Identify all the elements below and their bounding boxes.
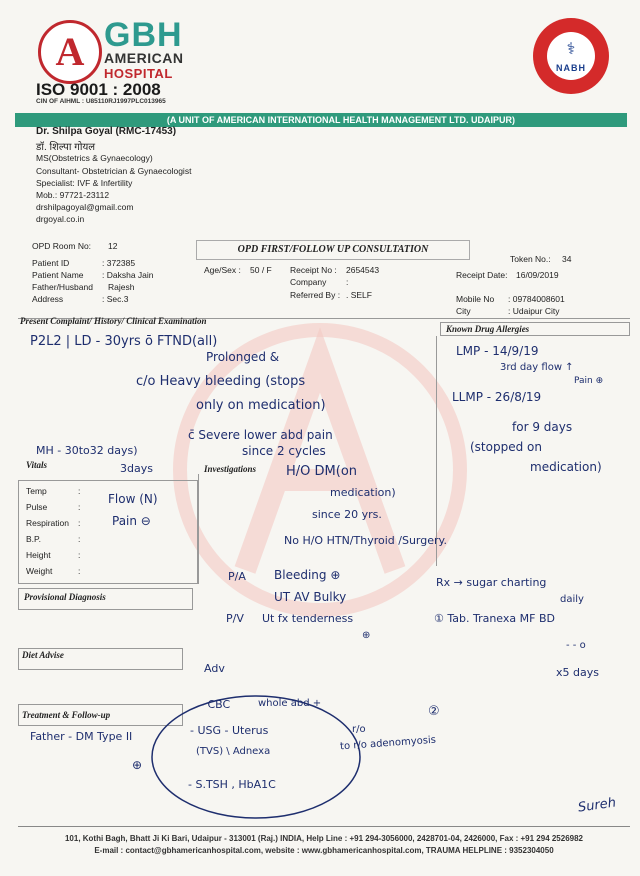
hw-obstetric-history: P2L2 | LD - 30yrs ō FTND(all): [30, 334, 218, 349]
allergies-divider: [436, 336, 437, 566]
hw-dose: - - o: [566, 640, 586, 651]
city-label: City: [456, 306, 471, 316]
allergies-title: Known Drug Allergies: [446, 324, 530, 334]
hw-lmp: LMP - 14/9/19: [456, 344, 539, 358]
patient-id-value: : 372385: [102, 258, 136, 268]
treatment-title: Treatment & Follow-up: [22, 710, 111, 720]
doctor-website: drgoyal.co.in: [36, 214, 85, 224]
city-value: : Udaipur City: [508, 306, 560, 316]
hw-complaint-3: c̄ Severe lower abd pain: [188, 428, 333, 442]
footer-address: 101, Kothi Bagh, Bhatt Ji Ki Bari, Udaipur - 313001 (Raj.) INDIA, Help Line : +91 294-3056000, 2428701-04, 2426000, Fax : +91 294 2526982: [64, 834, 584, 843]
provisional-title: Provisional Diagnosis: [24, 592, 106, 602]
hw-tvs: (TVS) \ Adnexa: [196, 746, 271, 757]
hw-no-history: No H/O HTN/Thyroid /Surgery.: [284, 534, 447, 547]
hw-lmp-flow: 3rd day flow ↑: [500, 362, 574, 373]
caduceus-icon: ⚕: [566, 41, 576, 58]
hw-lmp-pain: Pain ⊕: [574, 376, 604, 386]
hw-prolonged: Prolonged &: [206, 350, 280, 364]
vital-respiration: Respiration: [26, 518, 69, 528]
patient-name-value: : Daksha Jain: [102, 270, 154, 280]
hw-whole-abd: whole abd +: [258, 698, 322, 709]
hw-circled-plus: ⊕: [132, 758, 143, 772]
diet-title: Diet Advise: [22, 650, 64, 660]
referred-value: . SELF: [346, 290, 372, 300]
doctor-degree: MS(Obstetrics & Gynaecology): [36, 153, 153, 163]
hw-tenderness: Ut fx tenderness: [262, 612, 354, 625]
hw-bleeding: Bleeding ⊕: [274, 568, 341, 582]
form-title: OPD FIRST/FOLLOW UP CONSULTATION: [196, 240, 470, 260]
hw-signature: Sureh: [577, 795, 617, 816]
hw-father-dm: Father - DM Type II: [30, 730, 133, 743]
hw-five-days: x5 days: [556, 666, 599, 679]
brand-hospital: HOSPITAL: [104, 66, 173, 81]
doctor-name-hindi: डॉ. शिल्पा गोयल: [36, 142, 96, 153]
investigation-circle: [148, 692, 364, 822]
hw-usg: - USG - Uterus: [190, 724, 269, 737]
hw-since: since 20 yrs.: [312, 508, 382, 521]
hw-llmp: LLMP - 26/8/19: [452, 390, 542, 404]
investigations-divider: [198, 474, 199, 584]
vital-weight: Weight: [26, 566, 53, 576]
hw-adv: Adv: [204, 662, 225, 675]
hw-circled-two: ②: [428, 704, 440, 719]
mobile-label: Mobile No: [456, 294, 495, 304]
hw-dm-medication: medication): [330, 486, 396, 499]
receipt-value: 2654543: [346, 265, 380, 275]
vital-height: Height: [26, 550, 51, 560]
opd-room-value: 12: [108, 241, 118, 251]
hw-ut-bulky: UT AV Bulky: [274, 590, 347, 604]
company-label: Company: [290, 277, 327, 287]
hw-tenderness-plus: ⊕: [362, 630, 371, 641]
hw-menstrual-history: MH - 30to32 days): [36, 444, 138, 457]
complaint-title: Present Complaint/ History/ Clinical Examination: [20, 316, 207, 326]
doctor-mobile: Mob.: 97721-23112: [36, 190, 110, 200]
address-label: Address: [32, 294, 64, 304]
hw-flow: Flow (N): [108, 492, 158, 506]
hw-stopped: (stopped on: [470, 440, 542, 454]
nabh-seal: [533, 18, 609, 94]
receipt-label: Receipt No :: [290, 265, 337, 275]
hw-tab-tranexa: ① Tab. Tranexa MF BD: [434, 612, 555, 625]
address-value: : Sec.3: [102, 294, 129, 304]
doctor-specialty: Specialist: IVF & Infertility: [36, 178, 133, 188]
doctor-email: drshilpagoyal@gmail.com: [36, 202, 134, 212]
doctor-role: Consultant- Obstetrician & Gynaecologist: [36, 166, 192, 176]
footer-contact: E-mail : contact@gbhamericanhospital.com, website : www.gbhamericanhospital.com, TRAUMA HELPLINE : 9352304050: [94, 846, 554, 855]
hw-complaint-4: since 2 cycles: [242, 444, 326, 458]
hw-adenomyosis: to r/o adenomyosis: [339, 734, 437, 753]
hw-pv: P/V: [226, 612, 244, 625]
hw-complaint-1: c/o Heavy bleeding (stops: [136, 374, 306, 389]
hw-dm: H/O DM(on: [286, 464, 358, 479]
hw-stopped-medication: medication): [530, 460, 602, 474]
referred-label: Referred By :: [290, 290, 341, 300]
brand-gbh: GBH: [104, 16, 183, 54]
unit-banner: (A UNIT OF AMERICAN INTERNATIONAL HEALTH MANAGEMENT LTD. UDAIPUR): [15, 113, 627, 127]
iso-certification: ISO 9001 : 2008: [36, 80, 161, 99]
token-label: Token No.:: [510, 254, 551, 264]
hw-cbc: - CBC: [200, 698, 231, 711]
opd-room-label: OPD Room No:: [32, 241, 92, 251]
cin-number: CIN OF AIHML : U85110RJ1997PLC013965: [36, 98, 166, 105]
vital-bp: B.P.: [26, 534, 41, 544]
vital-temp: Temp: [26, 486, 47, 496]
hw-nine-days: for 9 days: [512, 420, 573, 434]
patient-id-label: Patient ID: [32, 258, 70, 268]
agesex-label: Age/Sex :: [204, 265, 241, 275]
hw-three-days: 3days: [120, 462, 153, 475]
investigations-title: Investigations: [204, 464, 257, 474]
hw-rx-sugar: Rx → sugar charting: [436, 576, 547, 589]
hw-pa: P/A: [228, 570, 246, 583]
mobile-value: : 09784008601: [508, 294, 565, 304]
father-value: Rajesh: [108, 282, 135, 292]
vitals-title: Vitals: [26, 460, 48, 470]
token-value: 34: [562, 254, 572, 264]
hw-daily: daily: [560, 594, 584, 605]
footer-divider: [18, 826, 630, 827]
hw-ro: r/o: [352, 724, 366, 735]
doctor-name: Dr. Shilpa Goyal (RMC-17453): [36, 126, 177, 137]
brand-american: AMERICAN: [104, 50, 184, 66]
agesex-value: 50 / F: [250, 265, 272, 275]
hw-tsh-hba1c: - S.TSH , HbA1C: [188, 778, 276, 791]
hw-complaint-2: only on medication): [196, 398, 326, 413]
hw-pain: Pain ⊖: [112, 514, 151, 528]
hospital-logo: A: [38, 20, 102, 84]
father-label: Father/Husband: [32, 282, 93, 292]
patient-name-label: Patient Name: [32, 270, 84, 280]
vital-pulse: Pulse: [26, 502, 48, 512]
nabh-label: NABH: [556, 63, 586, 73]
receipt-date-label: Receipt Date:: [456, 270, 508, 280]
company-value: :: [346, 277, 349, 287]
receipt-date-value: 16/09/2019: [516, 270, 559, 280]
